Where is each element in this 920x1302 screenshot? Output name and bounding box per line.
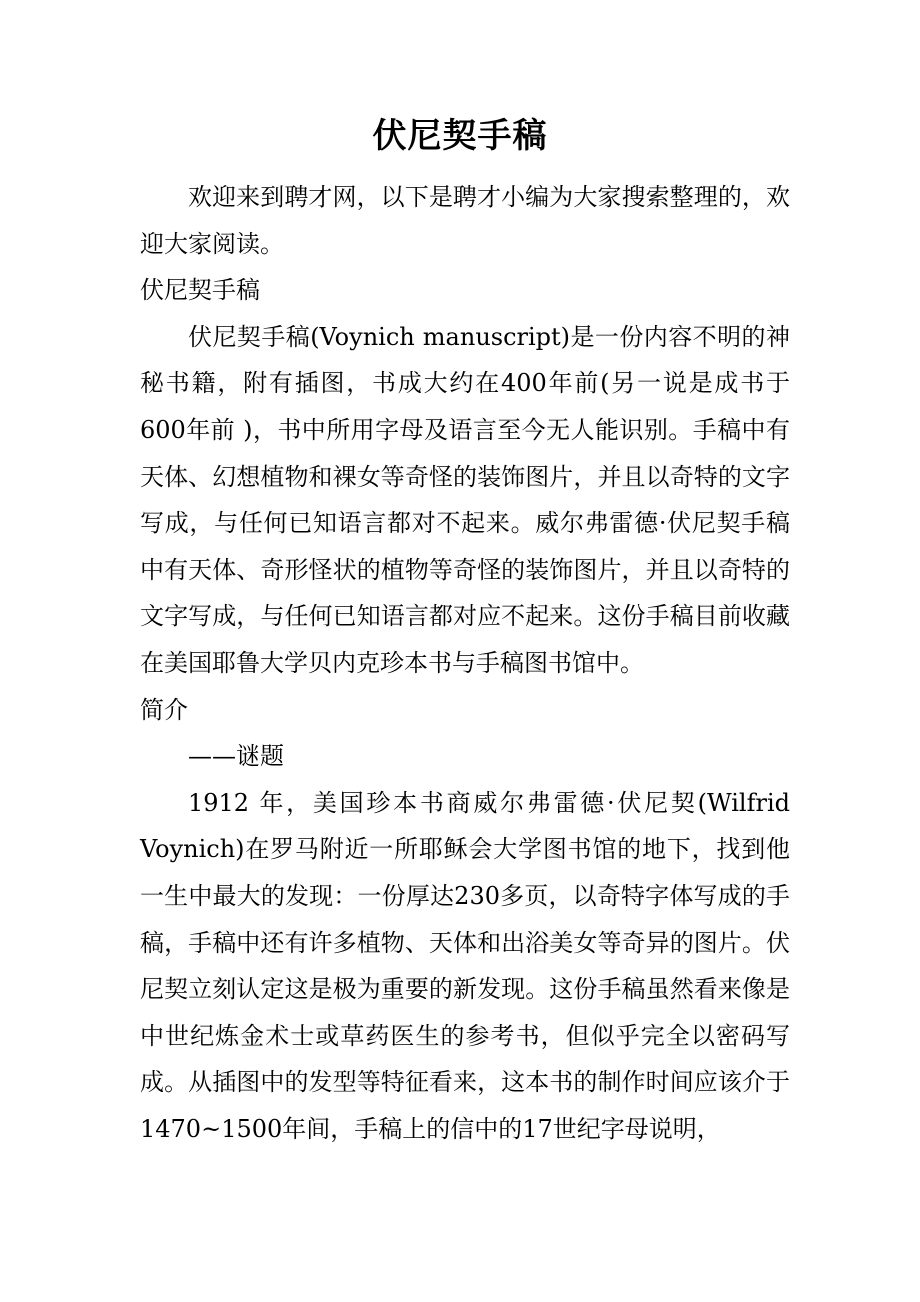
- document-body: [140, 174, 790, 1152]
- description-paragraph: 伏尼契手稿(Voynich manuscript)是一份内容不明的神秘书籍，附有插图，书成大约在400年前(另一说是成书于600年前 )，书中所用字母及语言至今无人能识别。手稿中有天体、幻想植物和裸女等奇怪的装饰图片，并且以奇特的文字写成，与任何已知语言都对不起来。威尔弗雷德·伏尼契手稿中有天体、奇形怪状的植物等奇怪的装饰图片，并且以奇特的文字写成，与任何已知语言都对应不起来。这份手稿目前收藏在美国耶鲁大学贝内克珍本书与手稿图书馆中。: [140, 322, 790, 677]
- intro-paragraph: 欢迎来到聘才网，以下是聘才小编为大家搜索整理的，欢迎大家阅读。: [140, 183, 790, 258]
- document-title: 伏尼契手稿: [372, 116, 548, 156]
- section-heading-voynich: 伏尼契手稿: [140, 276, 260, 305]
- subheading-mystery: ——谜题: [188, 742, 284, 771]
- section-heading-intro: 简介: [140, 695, 188, 724]
- history-paragraph: 1912 年，美国珍本书商威尔弗雷德·伏尼契(Wilfrid Voynich)在罗马附近一所耶稣会大学图书馆的地下，找到他一生中最大的发现：一份厚达230多页，以奇特字体写成的手稿，手稿中还有许多植物、天体和出浴美女等奇异的图片。伏尼契立刻认定这是极为重要的新发现。这份手稿虽然看来像是中世纪炼金术士或草药医生的参考书，但似乎完全以密码写成。从插图中的发型等特征看来，这本书的制作时间应该介于1470~1500年间，手稿上的信中的17世纪字母说明，: [140, 788, 790, 1143]
